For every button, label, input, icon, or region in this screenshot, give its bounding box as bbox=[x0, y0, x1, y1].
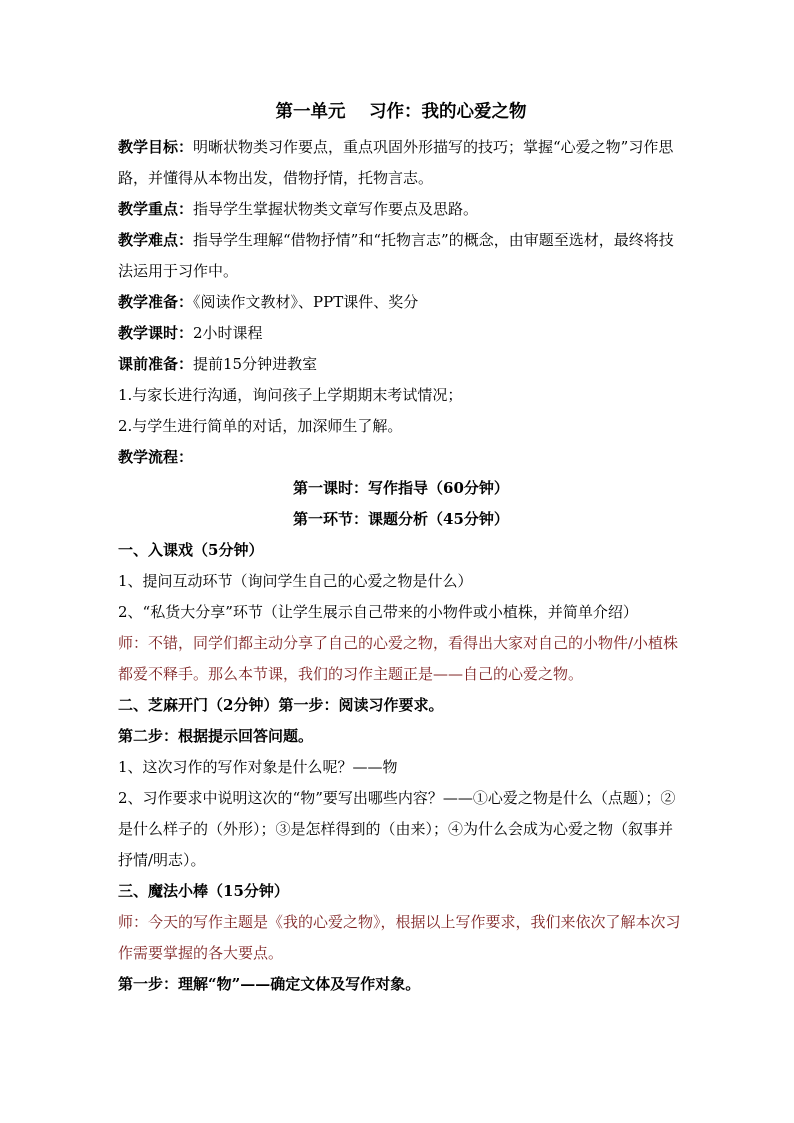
teaching-preparation-label: 教学准备： bbox=[118, 293, 194, 311]
lesson-heading: 第一课时：写作指导（60分钟） bbox=[293, 479, 509, 497]
step-heading: 第一步：理解“物”——确定文体及写作对象。 bbox=[118, 975, 421, 993]
page-title: 第一单元 习作：我的心爱之物 bbox=[275, 102, 527, 122]
teaching-difficulty bbox=[118, 225, 684, 287]
teaching-difficulty-label: 教学难点： bbox=[118, 231, 194, 249]
list-item: 1、这次习作的写作对象是什么呢？——物 bbox=[118, 758, 398, 776]
pre-class-text: 提前15分钟进教室 bbox=[193, 355, 318, 373]
lesson-plan-content bbox=[118, 98, 684, 1000]
teaching-preparation-text: 《阅读作文教材》、PPT课件、奖分 bbox=[193, 293, 419, 311]
list-item: 2、“私货大分享”环节（让学生展示自己带来的小物件或小植株，并简单介绍） bbox=[118, 603, 638, 621]
teaching-objectives-label: 教学目标： bbox=[118, 138, 194, 156]
section-heading: 一、入课戏（5分钟） bbox=[118, 541, 264, 559]
section-heading: 二、芝麻开门（2分钟）第一步：阅读习作要求。 bbox=[118, 696, 444, 714]
teaching-objectives bbox=[118, 132, 684, 194]
teaching-hours bbox=[118, 318, 684, 349]
teaching-process-label: 教学流程： bbox=[118, 448, 194, 466]
list-item: 2、习作要求中说明这次的“物”要写出哪些内容？——①心爱之物是什么（点题）；②是什么样子的（外形）；③是怎样得到的（由来）；④为什么会成为心爱之物（叙事并抒情/明志）。 bbox=[118, 789, 676, 869]
teacher-remark: 师：今天的写作主题是《我的心爱之物》，根据以上写作要求，我们来依次了解本次习作需要掌握的各大要点。 bbox=[118, 913, 681, 962]
list-item: 1、提问互动环节（询问学生自己的心爱之物是什么） bbox=[118, 572, 473, 590]
section-heading: 三、魔法小棒（15分钟） bbox=[118, 882, 289, 900]
teaching-objectives-text: 明晰状物类习作要点，重点巩固外形描写的技巧；掌握“心爱之物”习作思路，并懂得从本物出发，借物抒情，托物言志。 bbox=[118, 138, 674, 187]
teaching-key-point-label: 教学重点： bbox=[118, 200, 194, 218]
teacher-remark: 师：不错，同学们都主动分享了自己的心爱之物，看得出大家对自己的小物件/小植株都爱不释手。那么本节课，我们的习作主题正是——自己的心爱之物。 bbox=[118, 634, 679, 683]
list-item: 2.与学生进行简单的对话，加深师生了解。 bbox=[118, 417, 403, 435]
teaching-key-point bbox=[118, 194, 684, 225]
stage-heading: 第一环节：课题分析（45分钟） bbox=[293, 510, 509, 528]
teaching-difficulty-text: 指导学生理解“借物抒情”和“托物言志”的概念，由审题至选材，最终将技法运用于习作中。 bbox=[118, 231, 674, 280]
teaching-hours-text: 2小时课程 bbox=[193, 324, 263, 342]
list-item: 1.与家长进行沟通，询问孩子上学期期末考试情况； bbox=[118, 386, 463, 404]
teaching-key-point-text: 指导学生掌握状物类文章写作要点及思路。 bbox=[193, 200, 479, 218]
teaching-hours-label: 教学课时： bbox=[118, 324, 194, 342]
pre-class-preparation bbox=[118, 349, 684, 380]
step-heading: 第二步：根据提示回答问题。 bbox=[118, 727, 314, 745]
pre-class-label: 课前准备： bbox=[118, 355, 194, 373]
teaching-preparation bbox=[118, 287, 684, 318]
